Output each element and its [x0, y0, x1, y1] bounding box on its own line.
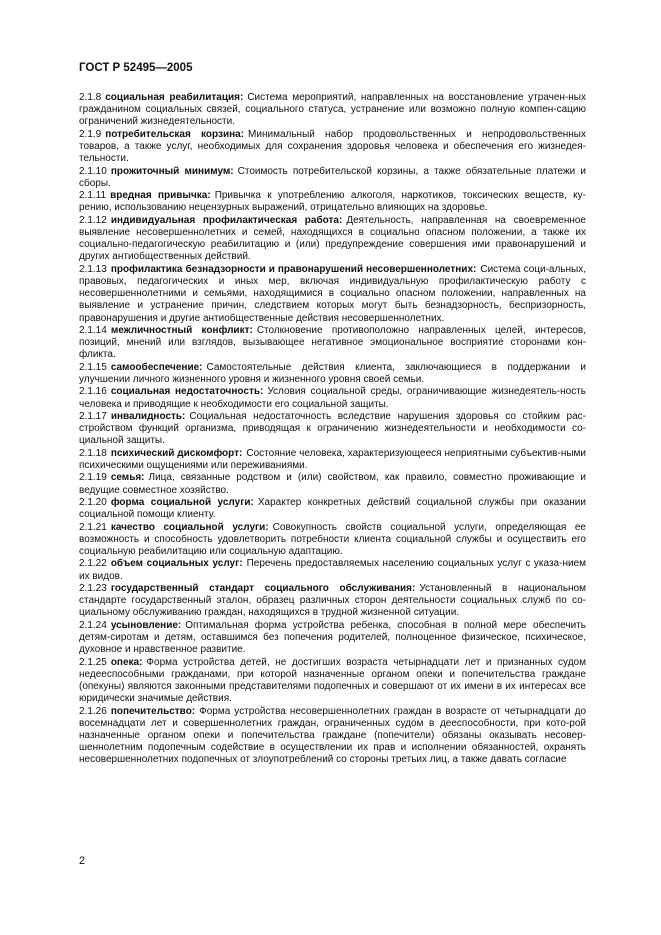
definition-text: Характер конкретных действий социальной службы при оказании социальной помощи клиенту. — [79, 496, 586, 521]
definition-text: Форма устройства несовершеннолетних граждан в возрасте от четырнадцати до восемнадцати лет и совершеннолетних граждан, ограниченных судом в дееспособности, при кото-рой назначенные органом опеки и попечительства граждане (попечители) обязаны оказывать несовер-шеннолетним подопечным содействие в осуществлении их прав и исполнении обязанностей, охранять несовершеннолетних подопечных от злоупотреблений со стороны третьих лиц, а также давать согласие — [79, 705, 586, 766]
defined-term: социальная реабилитация: — [105, 92, 244, 103]
paragraph-2-1-26 — [79, 706, 586, 767]
defined-term: государственный стандарт социального обслуживания: — [110, 582, 416, 594]
definition-text: Установленный в национальном стандарте государственный эталон, образец различных сторон деятельности социальных служб по со-циальному обслуживанию граждан, находящихся в трудной жизненной ситуации. — [79, 582, 586, 619]
paragraph-2-1-14 — [79, 325, 586, 362]
defined-term: опека: — [110, 656, 143, 668]
paragraph-2-1-25 — [79, 657, 586, 706]
defined-term: индивидуальная профилактическая работа: — [110, 214, 343, 226]
defined-term: психический дискомфорт: — [110, 447, 243, 459]
clause-number: 2.1.17 — [79, 410, 107, 422]
clause-number: 2.1.26 — [79, 705, 107, 717]
definition-text: Социальная недостаточность вследствие нарушения здоровья со стойким рас-стройством функций организма, приводящая к ограничению жизнедеятельности и необходимости со-циальной защиты. — [79, 410, 586, 447]
definition-text: Минимальный набор продовольственных и непродовольственных товаров, а также услуг, необходимых для сохранения здоровья человека и обеспечения его жизнедея-тельности. — [79, 128, 586, 165]
definition-text: Столкновение противоположно направленных целей, интересов, позиций, мнений или взглядов, вызывающее негативное эмоциональное восприятие сторонами кон-фликта. — [79, 324, 586, 361]
paragraph-2-1-20 — [79, 497, 586, 521]
paragraph-2-1-16 — [79, 386, 586, 410]
document-body — [79, 92, 586, 767]
definition-text: Самостоятельные действия клиента, заключающиеся в поддержании и улучшении личного жизненного уровня и жизненного уровня своей семьи. — [79, 361, 586, 385]
paragraph-2-1-9 — [79, 129, 586, 166]
definition-text: Состояние человека, характеризующееся неприятными субъектив-ными психическими ощущениями или переживаниями. — [79, 447, 586, 471]
clause-number: 2.1.14 — [79, 324, 107, 336]
clause-number: 2.1.24 — [79, 619, 107, 631]
defined-term: попечительство: — [110, 705, 196, 717]
defined-term: форма социальной услуги: — [110, 496, 254, 508]
clause-number: 2.1.22 — [79, 558, 107, 570]
paragraph-2-1-23 — [79, 583, 586, 620]
defined-term: объем социальных услуг: — [110, 558, 243, 570]
definition-text: Привычка к употреблению алкоголя, наркотиков, токсических веществ, ку-рению, использованию нецензурных выражений, отрицательно влияющих на здоровье. — [79, 190, 586, 214]
paragraph-2-1-21 — [79, 522, 586, 559]
clause-number: 2.1.12 — [79, 214, 107, 226]
defined-term: прожиточный минимум: — [110, 165, 234, 177]
definition-text: Система мероприятий, направленных на восстановление утрачен-ных гражданином социальных связей, социального статуса, устранение или возможно полную компен-сацию ограничений жизнедеятельности. — [79, 92, 586, 128]
paragraph-2-1-10 — [79, 166, 586, 190]
definition-text: Лица, связанные родством и (или) свойством, как правило, совместно проживающие и ведущие совместное хозяйство. — [79, 472, 586, 496]
clause-number: 2.1.11 — [79, 190, 107, 202]
defined-term: вредная привычка: — [110, 190, 211, 202]
definition-text: Оптимальная форма устройства ребенка, способная в полной мере обеспечить детям-сиротам и детям, оставшимся без попечения родителей, полноценное физическое, психическое, духовное и нравственное развитие. — [79, 619, 586, 656]
defined-term: качество социальной услуги: — [110, 521, 269, 533]
definition-text: Стоимость потребительской корзины, а также обязательные платежи и сборы. — [79, 165, 586, 189]
clause-number: 2.1.10 — [79, 165, 107, 177]
document-header: ГОСТ Р 52495—2005 — [79, 62, 193, 74]
clause-number: 2.1.20 — [79, 496, 107, 508]
clause-number: 2.1.9 — [79, 128, 102, 140]
definition-text: Перечень предоставляемых населению социальных услуг с указа-нием их видов. — [79, 558, 586, 582]
definition-text: Совокупность свойств социальной услуги, определяющая ее возможность и способность удовлетворить потребности клиента социальной службы и осуществить его социальную реабилитацию или социальную адаптацию. — [79, 521, 586, 557]
definition-text: Форма устройства детей, не достигших возраста четырнадцати лет и признанных судом недееспособными гражданами, при которой назначенные органом опеки и попечительства граждане (опекуны) являются законными представителями подопечных и совершают от их имени в их интересах все юридически значимые действия. — [79, 656, 586, 705]
defined-term: профилактика безнадзорности и правонарушений несовершеннолетних: — [110, 263, 477, 275]
paragraph-2-1-18 — [79, 448, 586, 472]
defined-term: усыновление: — [110, 619, 182, 631]
paragraph-2-1-15 — [79, 362, 586, 386]
defined-term: социальная недостаточность: — [110, 386, 264, 398]
definition-text: Деятельность, направленная на своевременное выявление несовершеннолетних и семей, находящихся в социально опасном положении, а также их социально-педагогическую реабилитацию и (или) предупреждение совершения ими правонарушений и других антиобщественных действий. — [79, 214, 586, 263]
clause-number: 2.1.15 — [79, 361, 107, 373]
paragraph-2-1-13 — [79, 264, 586, 325]
page-number: 2 — [79, 855, 86, 867]
paragraph-2-1-24 — [79, 620, 586, 657]
paragraph-2-1-12 — [79, 215, 586, 264]
defined-term: самообеспечение: — [110, 361, 203, 373]
clause-number: 2.1.19 — [79, 472, 107, 484]
clause-number: 2.1.16 — [79, 386, 107, 398]
paragraph-2-1-22 — [79, 558, 586, 582]
defined-term: инвалидность: — [110, 410, 186, 422]
clause-number: 2.1.18 — [79, 447, 107, 459]
paragraph-2-1-11 — [79, 190, 586, 214]
clause-number: 2.1.23 — [79, 582, 107, 594]
paragraph-2-1-19 — [79, 472, 586, 496]
definition-text: Система соци-альных, правовых, педагогических и иных мер, включая индивидуальную профилактическую работу с несовершеннолетними и семьями, находящимися в социально опасном положении, направленных на выявление и устранение причин, следствием которых могут быть безнадзорность, беспризорность, правонарушения и другие антиобщественные действия несовершеннолетних. — [79, 263, 586, 324]
clause-number: 2.1.25 — [79, 656, 107, 668]
paragraph-2-1-8 — [79, 92, 586, 129]
definition-text: Условия социальной среды, ограничивающие жизнедеятель-ность человека и приводящие к необходимости его социальной защиты. — [79, 386, 586, 410]
clause-number: 2.1.8 — [79, 92, 102, 103]
defined-term: семья: — [110, 472, 145, 484]
paragraph-2-1-17 — [79, 411, 586, 448]
defined-term: межличностный конфликт: — [110, 324, 253, 336]
clause-number: 2.1.13 — [79, 263, 107, 275]
clause-number: 2.1.21 — [79, 521, 107, 533]
defined-term: потребительская корзина: — [105, 128, 245, 140]
